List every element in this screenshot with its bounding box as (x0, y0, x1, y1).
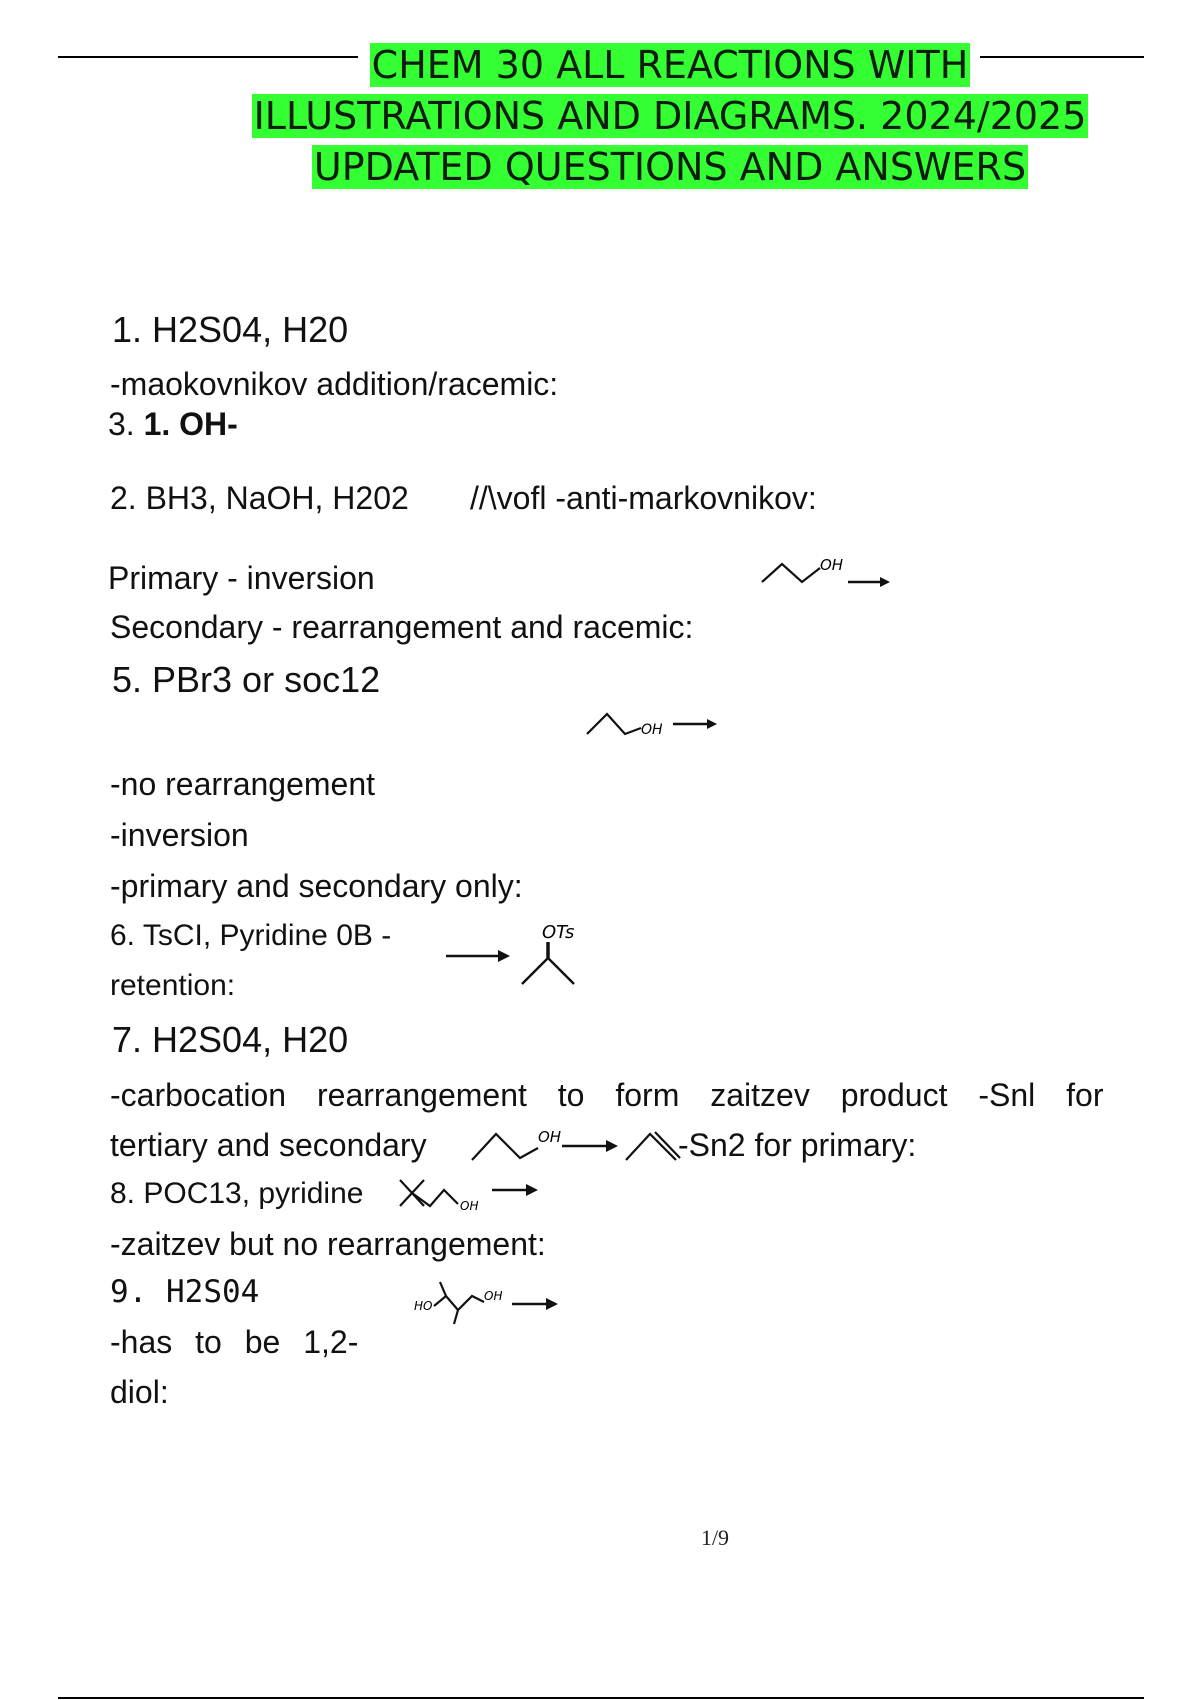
reaction-7-line-2b: -Sn2 for primary: (678, 1127, 917, 1163)
reaction-9-heading: 9. H2S04 (110, 1274, 260, 1310)
title-line-3: UPDATED QUESTIONS AND ANSWERS (313, 145, 1027, 189)
rearrangement-structure (470, 1120, 690, 1170)
document-title (200, 40, 1140, 193)
propanol-oh-label-2: OH (641, 722, 663, 738)
reaction-8-heading: 8. POC13, pyridine (110, 1177, 364, 1210)
tosylate-structure (444, 912, 594, 992)
propanol-structure-1 (760, 552, 890, 592)
diol-structure (414, 1276, 564, 1336)
title-line-1: CHEM 30 ALL REACTIONS WITH (371, 43, 969, 87)
reaction-2-note: //\vofl -anti-markovnikov: (470, 480, 817, 516)
propanol-structure-2 (585, 702, 725, 742)
reaction-5-heading: 5. PBr3 or soc12 (112, 659, 381, 700)
reaction-1-note: -maokovnikov addition/racemic: (110, 366, 559, 402)
secondary-note: Secondary - rearrangement and racemic: (110, 609, 694, 645)
reaction-5-note-3: -primary and secondary only: (110, 868, 523, 904)
propanol-chain-2 (587, 714, 641, 734)
reaction-6-line-1: 6. TsCI, Pyridine 0B - (110, 919, 392, 952)
diol-methyl-1 (440, 1282, 446, 1296)
reaction-arrow-2-head (707, 719, 717, 729)
reaction-6-line-2: retention: (110, 969, 236, 1002)
tertiary-oh-label: OH (460, 1199, 479, 1213)
reaction-arrow-5-head (526, 1184, 538, 1196)
tertiary-alcohol-structure (398, 1176, 548, 1216)
reaction-3-line (108, 404, 238, 444)
reaction-3-reagent: 1. OH- (143, 406, 238, 442)
reaction-7-line-1: -carbocation rearrangement to form zaitzev product -Snl for (110, 1077, 1104, 1113)
page-number: 1/9 (700, 1525, 730, 1550)
diol-chain (434, 1296, 484, 1310)
reaction-9-note-2: diol: (110, 1374, 169, 1410)
reaction-5-note-2: -inversion (110, 817, 249, 853)
reaction-3-number: 3. (108, 406, 135, 442)
reaction-arrow-6-head (546, 1298, 558, 1310)
reaction-1-heading: 1. H2S04, H20 (112, 309, 349, 350)
reaction-9-note-1: -has to be 1,2- (110, 1324, 359, 1360)
tertiary-chain (412, 1190, 458, 1206)
reaction-2-reagent: 2. BH3, NaOH, H202 (110, 480, 409, 516)
diol-oh-label: OH (484, 1289, 503, 1303)
tosylate-ots-label: OTs (542, 922, 575, 943)
footer-rule (58, 1697, 1144, 1699)
propanol-chain-1 (762, 564, 820, 582)
reaction-7-line-2a: tertiary and secondary (110, 1127, 427, 1163)
reaction-arrow-4-head (606, 1140, 618, 1152)
butanol-chain (472, 1134, 538, 1160)
reaction-5-note-1: -no rearrangement (110, 766, 376, 802)
reaction-arrow-1-head (880, 577, 890, 587)
diol-ho-label: HO (414, 1299, 433, 1313)
alkene-double-bond (655, 1132, 680, 1158)
reaction-arrow-3-head (498, 950, 510, 962)
propanol-oh-label-1: OH (820, 556, 844, 574)
butanol-oh-label: OH (538, 1128, 562, 1146)
diol-methyl-2 (454, 1310, 458, 1324)
reaction-7-heading: 7. H2S04, H20 (112, 1019, 349, 1060)
title-line-2: ILLUSTRATIONS AND DIAGRAMS. 2024/2025 (253, 94, 1087, 138)
reaction-8-note: -zaitzev but no rearrangement: (110, 1226, 546, 1262)
tosylate-isopropyl (522, 958, 574, 984)
primary-note: Primary - inversion (108, 560, 375, 596)
